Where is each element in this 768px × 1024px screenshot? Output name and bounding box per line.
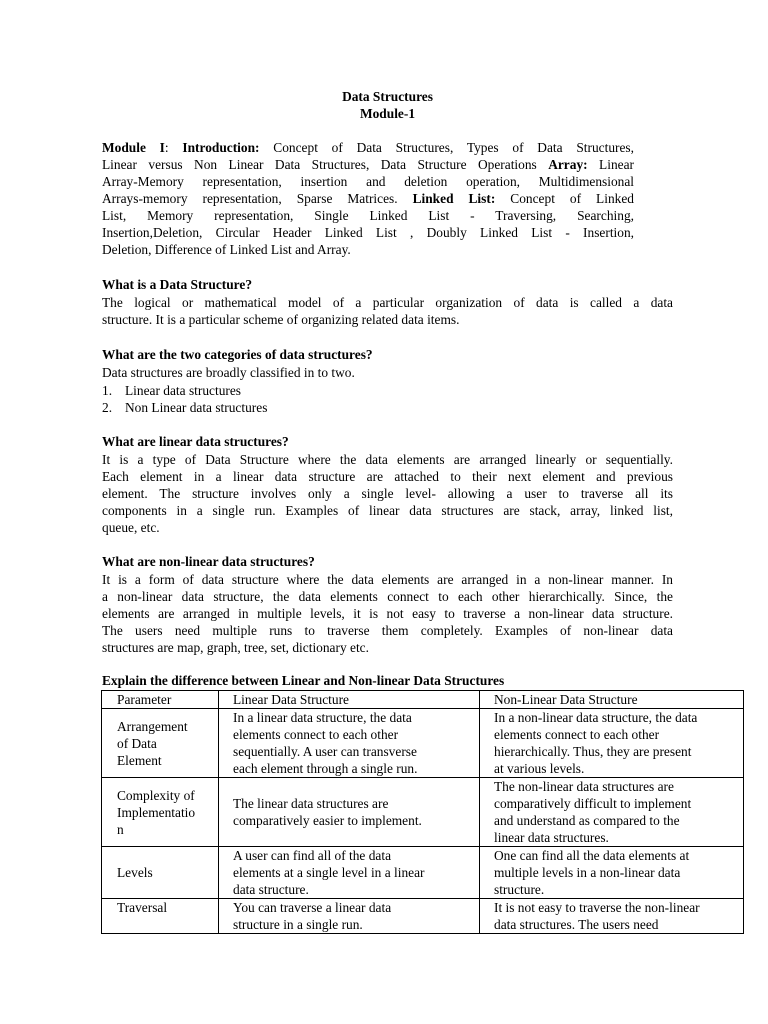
cell-line: elements at a single level in a linear: [233, 865, 425, 880]
table-row: [102, 847, 744, 899]
module-line: Insertion,Deletion, Circular Header Linked List , Doubly Linked List - Insertion,: [102, 225, 634, 240]
header-parameter: Parameter: [102, 691, 219, 709]
header-nonlinear: Non-Linear Data Structure: [480, 691, 744, 709]
nonlinear-cell: [480, 847, 744, 899]
q1-answer: [102, 294, 673, 328]
parameter-cell: [102, 709, 219, 778]
paragraph-line: The logical or mathematical model of a particular organization of data is called a data: [102, 295, 673, 310]
paragraph-line: element. The structure involves only a single level- allowing a user to traverse all its: [102, 486, 673, 501]
q1-heading: What is a Data Structure?: [102, 277, 253, 292]
module-line: Array-Memory representation, insertion and deletion operation, Multidimensional: [102, 174, 634, 189]
paragraph-line: It is a type of Data Structure where the data elements are arranged linearly or sequentially.: [102, 452, 673, 467]
cell-line: Element: [117, 752, 162, 768]
bold-term: Introduction:: [182, 140, 260, 155]
parameter-cell: [102, 899, 219, 934]
cell-line: sequentially. A user can transverse: [233, 744, 417, 759]
paragraph-line: a non-linear data structure, the data elements connect to each other hierarchically. Since, the: [102, 589, 673, 604]
bold-term: Module I: [102, 140, 165, 155]
cell-line: You can traverse a linear data: [233, 900, 392, 915]
linear-cell: [219, 709, 480, 778]
cell-line: The linear data structures are: [233, 796, 389, 811]
q5-heading: Explain the difference between Linear and Non-linear Data Structures: [102, 673, 505, 688]
comparison-table: [101, 690, 744, 934]
bold-term: Array:: [548, 157, 588, 172]
table-row: [102, 778, 744, 847]
nonlinear-cell: [480, 899, 744, 934]
module-line: Deletion, Difference of Linked List and Array.: [102, 242, 351, 257]
parameter-cell: [102, 778, 219, 847]
q2-heading: What are the two categories of data structures?: [102, 347, 373, 362]
cell-line: linear data structures.: [494, 830, 609, 845]
q3-heading: What are linear data structures?: [102, 434, 289, 449]
linear-cell: [219, 847, 480, 899]
list-text: Linear data structures: [125, 383, 241, 398]
linear-cell: [219, 899, 480, 934]
paragraph-line: queue, etc.: [102, 520, 160, 535]
nonlinear-cell: [480, 709, 744, 778]
table-header-row: [102, 691, 744, 709]
list-item: [102, 399, 267, 416]
paragraph-line: components in a single run. Examples of linear data structures are stack, array, linked list,: [102, 503, 673, 518]
cell-line: n: [117, 821, 124, 837]
cell-line: each element through a single run.: [233, 761, 418, 776]
cell-line: structure.: [494, 882, 545, 897]
cell-line: One can find all the data elements at: [494, 848, 690, 863]
cell-line: comparatively easier to implement.: [233, 813, 422, 828]
cell-line: It is not easy to traverse the non-linear: [494, 900, 700, 915]
header-linear: Linear Data Structure: [219, 691, 480, 709]
module-line: Arrays-memory representation, Sparse Matrices. Linked List: Concept of Linked: [102, 191, 634, 206]
linear-cell: [219, 778, 480, 847]
cell-line: The non-linear data structures are: [494, 779, 674, 794]
cell-line: Arrangement: [117, 718, 188, 734]
paragraph-line: Each element in a linear data structure are attached to their next element and previous: [102, 469, 673, 484]
paragraph-line: elements are arranged in multiple levels, it is not easy to traverse a non-linear data structure.: [102, 606, 673, 621]
module-title: Module-1: [359, 106, 416, 121]
list-text: Non Linear data structures: [125, 400, 268, 415]
cell-line: In a linear data structure, the data: [233, 710, 412, 725]
paragraph-line: The users need multiple runs to traverse them completely. Examples of non-linear data: [102, 623, 673, 638]
module-line: List, Memory representation, Single Linked List - Traversing, Searching,: [102, 208, 634, 223]
cell-line: In a non-linear data structure, the data: [494, 710, 698, 725]
cell-line: multiple levels in a non-linear data: [494, 865, 681, 880]
list-number: 2.: [102, 400, 113, 415]
q3-answer: [102, 451, 673, 536]
cell-line: hierarchically. Thus, they are present: [494, 744, 692, 759]
paragraph-line: structure. It is a particular scheme of organizing related data items.: [102, 312, 460, 327]
document-title: Data Structures: [342, 89, 433, 104]
cell-line: Traversal: [117, 900, 168, 915]
parameter-cell: [102, 847, 219, 899]
cell-line: data structures. The users need: [494, 917, 659, 932]
cell-line: Implementatio: [117, 804, 196, 820]
list-item: [102, 382, 241, 399]
cell-line: elements connect to each other: [233, 727, 399, 742]
q4-heading: What are non-linear data structures?: [102, 554, 315, 569]
q4-answer: [102, 571, 673, 656]
cell-line: structure in a single run.: [233, 917, 363, 932]
cell-line: Levels: [117, 865, 153, 880]
table-row: [102, 899, 744, 934]
table-row: [102, 709, 744, 778]
module-line: Module I: Introduction: Concept of Data Structures, Types of Data Structures,: [102, 140, 634, 155]
bold-term: Linked List:: [412, 191, 496, 206]
cell-line: of Data: [117, 735, 157, 751]
cell-line: data structure.: [233, 882, 309, 897]
paragraph-line: structures are map, graph, tree, set, dictionary etc.: [102, 640, 369, 655]
cell-line: Complexity of: [117, 787, 195, 803]
list-number: 1.: [102, 383, 113, 398]
module-line: Linear versus Non Linear Data Structures, Data Structure Operations Array: Linear: [102, 157, 634, 172]
cell-line: comparatively difficult to implement: [494, 796, 692, 811]
cell-line: elements connect to each other: [494, 727, 660, 742]
cell-line: at various levels.: [494, 761, 585, 776]
nonlinear-cell: [480, 778, 744, 847]
q2-intro: Data structures are broadly classified in to two.: [102, 365, 355, 380]
cell-line: and understand as compared to the: [494, 813, 680, 828]
paragraph-line: It is a form of data structure where the data elements are arranged in a non-linear manner. In: [102, 572, 673, 587]
cell-line: A user can find all of the data: [233, 848, 392, 863]
module-syllabus: [102, 139, 634, 258]
